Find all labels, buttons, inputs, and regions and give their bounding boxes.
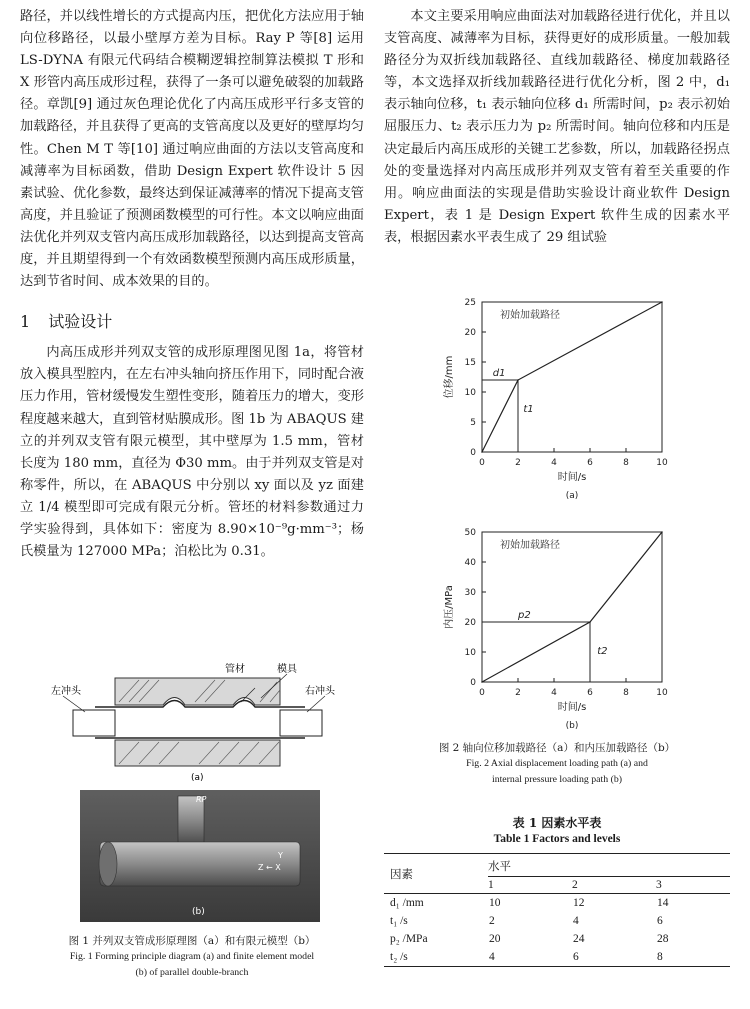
y-axis-label: 内压/MPa	[444, 585, 455, 629]
data-point	[661, 301, 663, 303]
data-point	[517, 379, 519, 381]
label-tube: 管材	[225, 664, 245, 675]
chart-sublabel: (b)	[565, 721, 579, 731]
x-axis-label: 时间/s	[557, 472, 587, 483]
table-row	[384, 894, 730, 913]
sublabel-b: (b)	[192, 907, 205, 917]
chart-title: 初始加载路径	[500, 540, 560, 551]
plot-frame	[482, 532, 662, 682]
x-tick-label: 0	[479, 688, 485, 698]
figure-1-caption	[20, 933, 364, 981]
y-tick-label: 0	[470, 678, 476, 688]
label-die: 模具	[277, 664, 297, 675]
chart-title: 初始加载路径	[500, 310, 560, 321]
annotation: p2	[518, 610, 531, 621]
loading-path-charts	[400, 290, 720, 740]
figure-2-caption-cn: 图 2 轴向位移加载路径（a）和内压加载路径（b）	[438, 742, 676, 754]
table-row	[384, 912, 730, 930]
label-left-punch: 左冲头	[51, 686, 81, 697]
label-rp: RP	[196, 795, 207, 804]
body-paragraph: 路径，并以线性增长的方式提高内压，把优化方法应用于轴向位移路径，以最小壁厚方差为目标。Ray P 等[8] 运用 LS-DYNA 有限元代码结合模糊逻辑控制算法模拟 T 形和 X 形管内高压成形过程，获得了一条可以避免破裂的加载路径。章凯[9] 通过灰色理论优化了内高压成形平行多支管的加载路径，并且获得了更高的支管高度以及更好的壁厚均匀性。Chen M T 等[10] 通过响应曲面的方法以支管高度和减薄率为目标函数，借助 Design Expert 软件设计 5 因素试验、优化参数，最终达到保证减薄率的情况下提高支管高度，并且验证了预测函数模型的可行性。本文以响应曲面法优化并列双支管内高压成形加载路径，以达到提高支管高度，并且期望得到一个有效函数模型预测内高压成形质量，达到节省时间、成本效果的目的。	[20, 9, 364, 290]
section-number: 1	[20, 312, 31, 332]
y-tick-label: 50	[464, 528, 476, 538]
x-tick-label: 0	[479, 458, 485, 468]
value-cell: 6	[573, 951, 579, 963]
value-cell: 10	[489, 897, 501, 909]
figure-2-charts	[400, 290, 720, 740]
x-tick-label: 6	[587, 458, 593, 468]
table-row	[384, 930, 730, 948]
header-factor: 因素	[384, 854, 488, 894]
left-column	[20, 0, 364, 563]
table-title-en: Table 1 Factors and levels	[493, 833, 621, 845]
label-axis-zx: Z ← X	[258, 863, 281, 872]
figure-1b	[80, 790, 320, 922]
fe-model	[80, 790, 320, 922]
data-point	[481, 451, 483, 453]
x-axis-label: 时间/s	[557, 702, 587, 713]
figure-1-caption-en-2: (b) of parallel double-branch	[135, 967, 249, 978]
x-tick-label: 10	[656, 688, 668, 698]
x-tick-label: 8	[623, 688, 629, 698]
y-tick-label: 20	[464, 618, 476, 628]
y-tick-label: 5	[470, 418, 476, 428]
table-title-cn: 表 1 因素水平表	[512, 816, 602, 830]
x-tick-label: 4	[551, 688, 557, 698]
chart-sublabel: (a)	[565, 491, 579, 501]
value-cell: 24	[573, 933, 585, 945]
value-cell: 2	[489, 915, 495, 927]
level-header: 1	[488, 879, 494, 891]
x-tick-label: 4	[551, 458, 557, 468]
value-cell: 4	[489, 951, 495, 963]
data-point	[661, 531, 663, 533]
level-header: 3	[656, 879, 662, 891]
figure-1a	[51, 660, 345, 785]
section-title: 试验设计	[48, 312, 113, 332]
y-tick-label: 10	[464, 388, 476, 398]
body-paragraph: 本文主要采用响应曲面法对加载路径进行优化，并且以支管高度、减薄率为目标，获得更好的成形质量。一般加载路径分为双折线加载路径、直线加载路径、梯度加载路径等，本文选择双折线加载路径进行优化分析，图 2 中，d₁ 表示轴向位移，t₁ 表示轴向位移 d₁ 所需时间，p₂ 表示初始屈服压力、t₂ 表示压力为 p₂ 所需时间。轴向位移和内压是决定最后内高压成形的关键工艺参数，所以，加载路径拐点处的变量选择对内高压成形并列双支管有着至关重要的作用。响应曲面法的实现是借助实验设计商业软件 Design Expert，表 1 是 Design Expert 软件生成的因素水平表，根据因素水平表生成了 29 组试验	[384, 9, 730, 245]
factor-cell: t₁ /s	[390, 915, 408, 927]
x-tick-label: 8	[623, 458, 629, 468]
annotation: t1	[523, 404, 534, 415]
value-cell: 12	[573, 897, 585, 909]
table-row	[384, 948, 730, 967]
factor-cell: p₂ /MPa	[390, 933, 428, 945]
label-axis-y: Y	[278, 851, 283, 860]
factor-cell: t₂ /s	[390, 951, 408, 963]
value-cell: 28	[657, 933, 669, 945]
value-cell: 14	[657, 897, 669, 909]
x-tick-label: 10	[656, 458, 668, 468]
figure-1-caption-en-1: Fig. 1 Forming principle diagram (a) and finite element model	[69, 951, 315, 962]
x-tick-label: 6	[587, 688, 593, 698]
annotation: d1	[492, 368, 506, 379]
sublabel-a: (a)	[191, 773, 204, 783]
value-cell: 6	[657, 915, 663, 927]
plot-frame	[482, 302, 662, 452]
factor-level-table	[384, 853, 730, 967]
y-tick-label: 0	[470, 448, 476, 458]
data-point	[481, 681, 483, 683]
series-line	[482, 532, 662, 682]
y-tick-label: 25	[464, 298, 476, 308]
figure-2-caption-en-2: internal pressure loading path (b)	[491, 774, 623, 785]
x-tick-label: 2	[515, 688, 521, 698]
data-point	[589, 621, 591, 623]
level-header: 2	[572, 879, 578, 891]
factor-cell: d₁ /mm	[390, 897, 424, 909]
series-line	[482, 302, 662, 452]
figure-1-caption-cn: 图 1 并列双支管成形原理图（a）和有限元模型（b）	[68, 935, 316, 947]
value-cell: 4	[573, 915, 579, 927]
y-tick-label: 40	[464, 558, 476, 568]
y-tick-label: 15	[464, 358, 476, 368]
x-tick-label: 2	[515, 458, 521, 468]
label-right-punch: 右冲头	[305, 686, 335, 697]
section-heading	[20, 309, 364, 332]
right-column	[384, 0, 730, 249]
body-paragraph: 内高压成形并列双支管的成形原理图见图 1a，将管材放入模具型腔内，在左右冲头轴向挤压作用下，同时配合液压力作用，管材缓慢发生塑性变形，随着压力的增大，变形程度越来越大，直到管材贴膜成形。图 1b 为 ABAQUS 建立的并列双支管有限元模型，其中壁厚为 1.5 mm，管材长度为 180 mm，直径为 Φ30 mm。由于并列双支管是对称零件，所以，在 ABAQUS 中分别以 xy 面以及 yz 面建立 1/4 模型即可完成有限元分析。管坯的材料参数通过力学实验得到，具体如下：密度为 8.90×10⁻⁹g·mm⁻³；杨氏模量为 127000 MPa；泊松比为 0.31。	[20, 345, 364, 560]
value-cell: 8	[657, 951, 663, 963]
y-tick-label: 20	[464, 328, 476, 338]
table-1	[384, 815, 730, 967]
figure-2-caption-en-1: Fig. 2 Axial displacement loading path (a) and	[466, 758, 648, 769]
value-cell: 20	[489, 933, 501, 945]
figure-2-caption	[384, 740, 730, 788]
annotation: t2	[597, 646, 608, 657]
y-tick-label: 10	[464, 648, 476, 658]
y-axis-label: 位移/mm	[444, 355, 455, 399]
header-level: 水平	[488, 854, 730, 877]
forming-schematic	[51, 660, 345, 785]
y-tick-label: 30	[464, 588, 476, 598]
